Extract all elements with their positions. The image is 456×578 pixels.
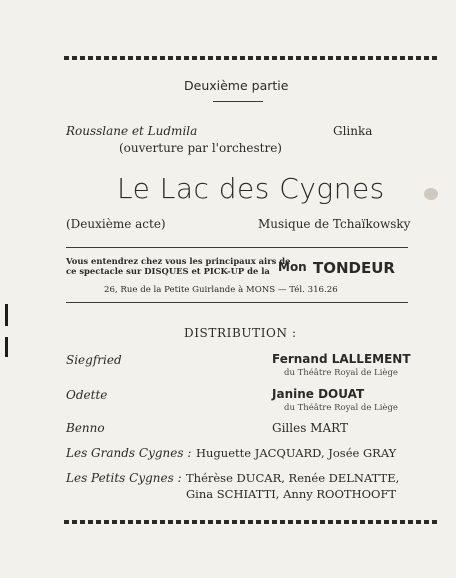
performer-petits-cygnes-line-2: Gina SCHIATTI, Anny ROOTHOOFT xyxy=(186,487,397,501)
binding-mark-bottom xyxy=(5,337,8,357)
advert-bottom-rule xyxy=(66,302,408,303)
distribution-heading: DISTRIBUTION : xyxy=(184,326,297,340)
performer-benno: Gilles MART xyxy=(272,421,348,435)
role-odette: Odette xyxy=(66,388,108,402)
ballet-title: Le Lac des Cygnes xyxy=(117,172,385,205)
advert-address: 26, Rue de la Petite Guirlande à MONS — Tél. 316.26 xyxy=(104,285,338,295)
role-petits-cygnes: Les Petits Cygnes : xyxy=(66,471,182,485)
advert-shop-prefix: Mon xyxy=(278,260,307,274)
page-blemish xyxy=(424,188,438,200)
role-siegfried: Siegfried xyxy=(66,353,122,367)
ballet-act: (Deuxième acte) xyxy=(66,217,166,231)
bottom-dashed-rule xyxy=(64,520,438,524)
section-title: Deuxième partie xyxy=(184,78,289,93)
advert-top-rule xyxy=(66,247,408,248)
top-dashed-rule xyxy=(64,56,438,60)
advert-line-2: ce spectacle sur DISQUES et PICK-UP de la xyxy=(66,266,270,276)
work-composer: Glinka xyxy=(333,124,373,138)
performer-petits-cygnes-line-1: Thérèse DUCAR, Renée DELNATTE, xyxy=(186,471,400,485)
work-note: (ouverture par l'orchestre) xyxy=(119,141,282,155)
affiliation-odette: du Théâtre Royal de Liège xyxy=(284,403,398,413)
work-title: Rousslane et Ludmila xyxy=(66,124,198,138)
binding-mark-top xyxy=(5,304,8,326)
affiliation-siegfried: du Théâtre Royal de Liège xyxy=(284,368,398,378)
performer-grands-cygnes: Huguette JACQUARD, Josée GRAY xyxy=(196,446,397,460)
role-grands-cygnes: Les Grands Cygnes : xyxy=(66,446,192,460)
section-title-underline xyxy=(213,101,263,102)
advert-line-1: Vous entendrez chez vous les principaux airs de xyxy=(66,256,291,266)
advert-shop-name: TONDEUR xyxy=(313,259,395,277)
performer-siegfried: Fernand LALLEMENT xyxy=(272,352,411,366)
ballet-music: Musique de Tchaïkowsky xyxy=(258,217,411,231)
role-benno: Benno xyxy=(66,421,105,435)
performer-odette: Janine DOUAT xyxy=(272,387,365,401)
